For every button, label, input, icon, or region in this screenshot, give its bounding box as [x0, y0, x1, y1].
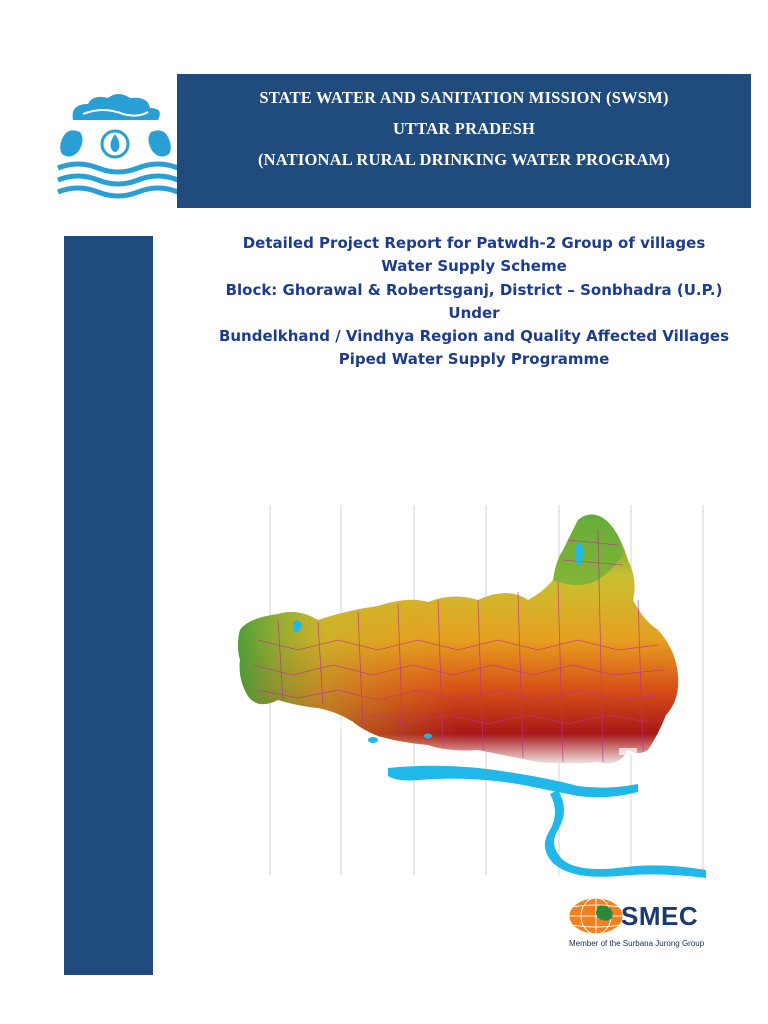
header-line-3: (NATIONAL RURAL DRINKING WATER PROGRAM): [257, 150, 671, 169]
terrain-map: [218, 500, 708, 880]
title-line-5: Bundelkhand / Vindhya Region and Quality Affected Villages: [218, 327, 730, 346]
globe-australia-icon: [568, 894, 628, 938]
water-drop-emblem-icon: [48, 92, 183, 212]
title-line-2: Water Supply Scheme: [381, 257, 567, 276]
report-title: [190, 232, 758, 372]
title-line-4: Under: [448, 303, 500, 322]
terrain-map-graphic: [218, 500, 708, 880]
swsm-logo: [48, 92, 183, 212]
title-line-3: Block: Ghorawal & Robertsganj, District – Sonbhadra (U.P.): [225, 280, 723, 299]
title-line-1: Detailed Project Report for Patwdh-2 Group of villages: [242, 234, 706, 252]
header-line-2: UTTAR PRADESH: [392, 119, 536, 138]
smec-tagline: Member of the Surbana Jurong Group: [569, 939, 705, 948]
header-banner: [177, 74, 751, 208]
title-line-6: Piped Water Supply Programme: [338, 350, 610, 369]
header-line-1: STATE WATER AND SANITATION MISSION (SWSM): [259, 88, 669, 107]
side-accent-bar: [64, 236, 153, 975]
smec-wordmark: SMEC: [621, 901, 699, 931]
